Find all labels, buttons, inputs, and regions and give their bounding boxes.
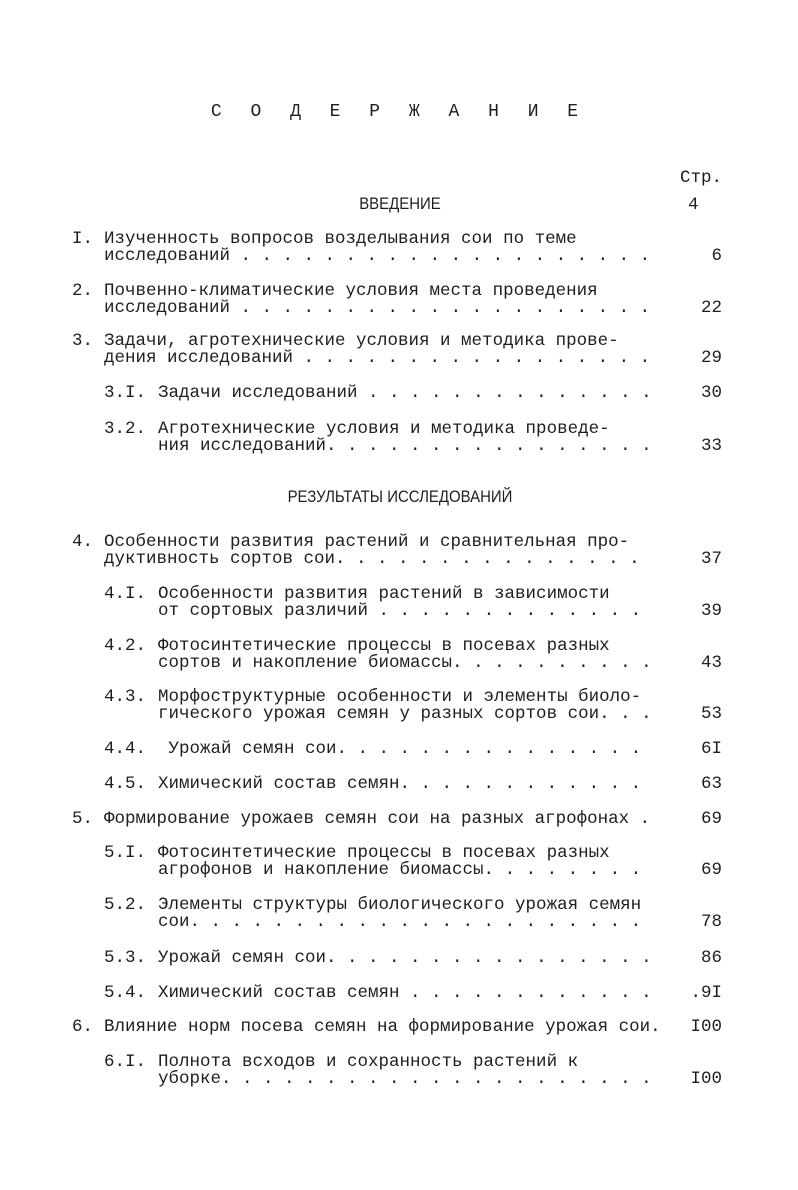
toc-entry-number: 4.4. [104, 739, 147, 759]
toc-entry-text-line [158, 985, 652, 1002]
toc-entry-text: Фотосинтетические процессы в посевах разных [158, 843, 610, 863]
dot-leader: . . . . . . . . . [462, 653, 652, 673]
toc-entry-text: Изученность вопросов возделывания сои по теме [104, 229, 577, 249]
toc-entry-number: 5.I. [104, 843, 147, 863]
toc-entry-text: Урожай семян сои. [158, 948, 337, 968]
toc-entry-text-line [158, 862, 641, 879]
toc-entry-page-number: 43 [700, 653, 722, 673]
toc-entry-text-line [104, 300, 650, 317]
dot-leader: . . . . . . . . . . . . . . . . . [293, 348, 651, 368]
dot-leader: . . . . . . . . . . . . . . . [336, 436, 652, 456]
dot-leader: . . . . . . . . . . . . . . . . . . . . [231, 1069, 652, 1089]
toc-entry-number: 2. [72, 281, 94, 301]
dot-leader: . . . . . . . . . . . . . . [357, 383, 652, 403]
toc-entry-page-number: 69 [700, 809, 722, 829]
toc-entry-text: агрофонов и накопление биомассы. [158, 860, 495, 880]
toc-entry-page-number: 30 [700, 383, 722, 403]
toc-entry-text-line [104, 551, 640, 568]
toc-entry-number: I. [72, 229, 94, 249]
toc-entry-page-number: 86 [700, 948, 722, 968]
toc-entry-number: 6.I. [104, 1052, 147, 1072]
page-column-header: Стр. [680, 168, 723, 188]
toc-entry-page-number: 63 [700, 774, 722, 794]
toc-entry-text: Формирование урожаев семян сои на разных агрофонах . [104, 809, 651, 829]
toc-entry-text-line [104, 248, 650, 265]
toc-entry-text-line [158, 950, 652, 967]
toc-entry-text: Химический состав семян. [158, 774, 411, 794]
toc-entry-text: исследований [104, 246, 231, 266]
dot-leader: . . . . . . . . . . . . . . [345, 549, 640, 569]
toc-entry-page-number: 33 [700, 436, 722, 456]
toc-entry-text: Особенности развития растений и сравнительная про- [104, 532, 630, 552]
toc-entry-page-number: 69 [700, 860, 722, 880]
toc-entry-number: 6. [72, 1017, 94, 1037]
toc-entry-page-number: .9I [690, 983, 722, 1003]
toc-entry-number: 4.2. [104, 636, 147, 656]
toc-entry-page-number: 6I [700, 739, 722, 759]
toc-entry-number: 5.4. [104, 983, 147, 1003]
toc-entry-number: 3. [72, 331, 94, 351]
section-page-number: 4 [688, 195, 699, 215]
toc-entry-text: гического урожая семян у разных сортов сои. . . [158, 704, 652, 724]
toc-entry-text-line [158, 1071, 652, 1088]
toc-entry-number: 4. [72, 532, 94, 552]
toc-entry-text: Урожай семян сои. [158, 739, 348, 759]
toc-entry-page-number: 22 [700, 298, 722, 318]
toc-entry-text: Почвенно-климатические условия места проведения [104, 281, 598, 301]
dot-leader: . . . . . . . . . . . . . [368, 601, 642, 621]
toc-entry-text-line [158, 385, 652, 402]
toc-entry-text-line [104, 350, 650, 367]
toc-entry-page-number: 53 [700, 704, 722, 724]
section-heading: РЕЗУЛЬТАТЫ ИССЛЕДОВАНИЙ [287, 487, 513, 506]
toc-entry-text-line [158, 655, 652, 672]
toc-entry-number: 5.3. [104, 948, 147, 968]
toc-entry-text: уборке. [158, 1069, 232, 1089]
toc-entry-page-number: 39 [700, 601, 722, 621]
toc-entry-number: 5. [72, 809, 94, 829]
toc-entry-number: 3.I. [104, 383, 147, 403]
toc-entry-text: Задачи исследований [158, 383, 358, 403]
toc-entry-text: дуктивность сортов сои. [104, 549, 346, 569]
toc-entry-number: 4.I. [104, 584, 147, 604]
toc-entry-number: 4.3. [104, 687, 147, 707]
page-title: С О Д Е Р Ж А Н И Е [210, 102, 588, 122]
toc-entry-text: Особенности развития растений в зависимости [158, 584, 610, 604]
toc-entry-page-number: 6 [711, 246, 722, 266]
toc-entry-text: дения исследований [104, 348, 294, 368]
dot-leader: . . . . . . . . . . . . . . . . . . . . [230, 298, 651, 318]
toc-entry-text: Полнота всходов и сохранность растений к [158, 1052, 579, 1072]
dot-leader: . . . . . . . . . . . . . . . . . . . . [230, 246, 651, 266]
dot-leader: . . . . . . . . . . . . . . . [336, 948, 652, 968]
toc-entry-text: Влияние норм посева семян на формирование урожая сои. [104, 1017, 661, 1037]
section-heading: ВВЕДЕНИЕ [359, 194, 441, 213]
toc-entry-text: сортов и накопление биомассы. [158, 653, 463, 673]
toc-entry-text-line [158, 914, 641, 931]
toc-entry-text: Морфоструктурные особенности и элементы биоло- [158, 687, 642, 707]
toc-entry-number: 4.5. [104, 774, 147, 794]
toc-entry-page-number: 37 [700, 549, 722, 569]
toc-entry-text: исследований [104, 298, 231, 318]
toc-entry-number: 3.2. [104, 419, 147, 439]
toc-entry-page-number: 29 [700, 348, 722, 368]
dot-leader: . . . . . . . . . . . . [399, 983, 652, 1003]
toc-entry-text-line [158, 603, 641, 620]
toc-entry-page-number: I00 [690, 1069, 722, 1089]
toc-entry-page-number: 78 [700, 912, 722, 932]
toc-entry-text: Агротехнические условия и методика проведе- [158, 419, 610, 439]
toc-entry-text-line [158, 741, 641, 758]
toc-entry-text-line [104, 811, 650, 828]
toc-entry-text: Элементы структуры биологического урожая семян [158, 895, 642, 915]
toc-entry-page-number: I00 [690, 1017, 722, 1037]
toc-entry-text-line [158, 776, 641, 793]
dot-leader: . . . . . . . . . . . . . . [347, 739, 642, 759]
toc-entry-text: от сортовых различий [158, 601, 369, 621]
dot-leader: . . . . . . . . . . . . . . . . . . . . . [200, 912, 642, 932]
toc-entry-text: Фотосинтетические процессы в посевах разных [158, 636, 610, 656]
dot-leader: . . . . . . . . . . . [410, 774, 642, 794]
toc-entry-text: Задачи, агротехнические условия и методика прове- [104, 331, 619, 351]
toc-entry-number: 5.2. [104, 895, 147, 915]
dot-leader: . . . . . . . [494, 860, 642, 880]
toc-entry-text-line [104, 1019, 661, 1036]
toc-entry-text: сои. [158, 912, 201, 932]
toc-entry-text-line [158, 706, 652, 723]
toc-entry-text: Химический состав семян [158, 983, 400, 1003]
toc-entry-text: ния исследований. [158, 436, 337, 456]
toc-entry-text-line [158, 438, 652, 455]
